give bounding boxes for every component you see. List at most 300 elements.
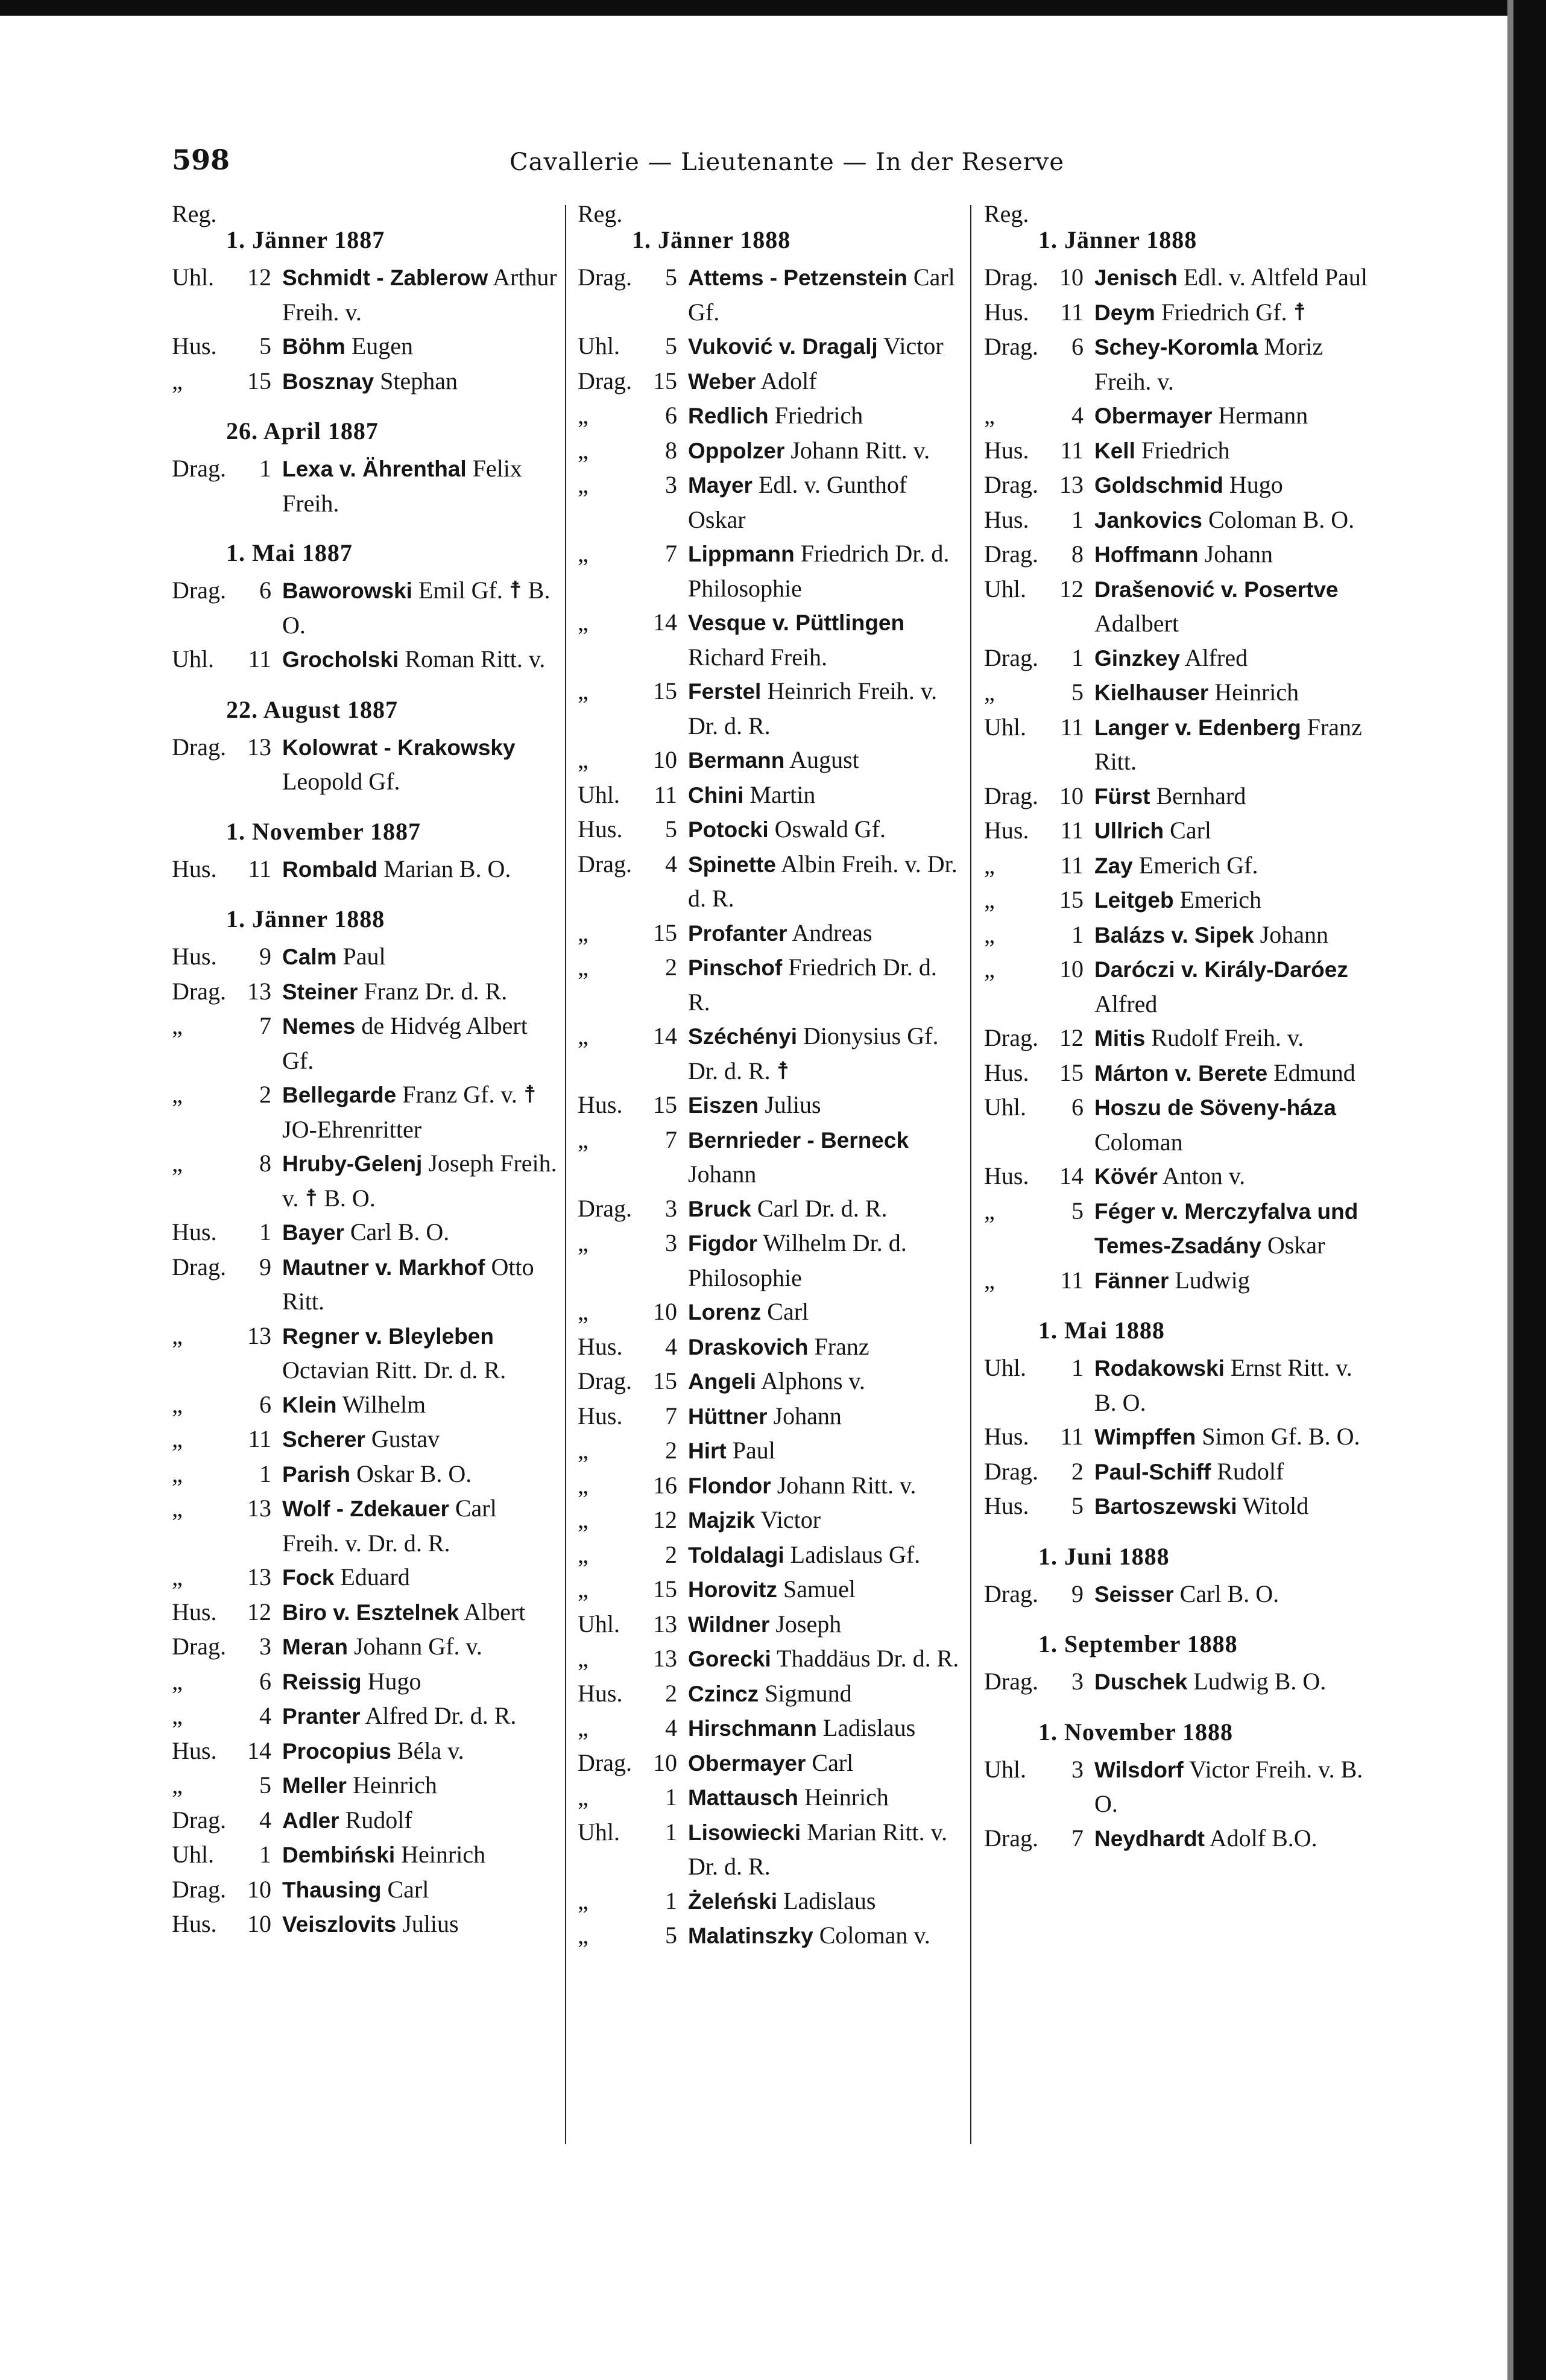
regiment-type: Hus. [578,1091,623,1118]
officer-text [282,1078,558,1147]
column-3 [984,200,1370,1856]
officer-entry [984,1194,1370,1264]
officer-entry [172,642,558,677]
officer-entry [578,468,964,537]
officer-text [282,1873,558,1908]
officer-surname: Lisowiecki [688,1820,801,1845]
regiment-type: Hus. [984,505,1029,533]
officer-details: Thaddäus Dr. d. R. [777,1645,959,1672]
officer-details: Heinrich [401,1841,486,1868]
officer-text [688,1469,964,1504]
officer-text [282,1457,558,1492]
officer-entry [578,1711,964,1746]
regiment-number: 5 [1071,1492,1084,1519]
officer-entry [578,1884,964,1919]
regiment-number: 14 [653,609,677,636]
officer-surname: Procopius [282,1738,391,1764]
officer-surname: Bosznay [282,369,374,394]
regiment-type: Drag. [984,1024,1038,1051]
officer-surname: Schey-Koromla [1094,335,1258,359]
regiment-number: 5 [665,1922,677,1949]
regiment-number: 11 [1060,851,1084,879]
officer-details: Emil Gf. ☨ B. O. [282,577,551,639]
officer-surname: Vesque v. Püttlingen [688,610,905,635]
regiment-number: 2 [665,1437,677,1464]
regiment-number: 4 [665,1714,677,1741]
officer-details: Coloman B. O. [1208,505,1355,533]
officer-text [688,1088,964,1123]
officer-text [282,261,558,329]
regiment-type: „ [172,367,183,394]
officer-surname: Böhm [282,334,345,359]
officer-text [1094,883,1370,918]
officer-details: Coloman v. [819,1922,930,1949]
regiment-number: 11 [248,1425,271,1452]
officer-surname: Jankovics [1094,507,1202,533]
officer-details: Alfred [1184,644,1248,671]
regiment-number: 4 [665,1332,677,1360]
officer-entry [172,1873,558,1908]
officer-details: Edl. v. Altfeld Paul [1183,264,1368,291]
officer-details: Victor Freih. v. B. O. [1094,1755,1363,1817]
officer-text [282,1630,558,1665]
officer-details: Heinrich [804,1783,889,1811]
officer-entry [578,1364,964,1399]
regiment-number: 5 [259,332,271,359]
officer-details: Marian Ritt. v. Dr. d. R. [688,1818,948,1880]
regiment-number: 15 [1059,886,1084,913]
regiment-number: 4 [259,1806,271,1834]
officer-details: Carl B. O. [350,1218,450,1245]
officer-details: Roman Ritt. v. [405,645,546,673]
regiment-number: 5 [665,264,677,291]
officer-surname: Oppolzer [688,438,785,463]
regiment-number: 11 [248,645,271,673]
officer-details: Carl [767,1298,809,1325]
officer-details: Gustav [371,1425,440,1452]
officer-surname: Fänner [1094,1268,1169,1293]
officer-text [282,1422,558,1457]
officer-details: Ludwig B. O. [1193,1668,1327,1695]
officer-surname: Rombald [282,856,378,882]
officer-entry [172,1907,558,1942]
regiment-number: 11 [1060,1423,1084,1450]
officer-text [282,329,558,364]
officer-surname: Jenisch [1094,265,1178,290]
officer-surname: Seisser [1094,1581,1174,1607]
officer-entry [578,1088,964,1123]
regiment-number: 13 [247,1321,271,1349]
officer-surname: Reissig [282,1669,362,1694]
officer-details: Martin [749,780,816,808]
officer-text [688,778,964,813]
scan-border-right [1513,0,1546,2380]
officer-entry [172,1560,558,1595]
officer-entry [984,641,1370,676]
regiment-type: Drag. [172,1806,226,1834]
officer-surname: Goldschmid [1094,473,1223,498]
officer-surname: Márton v. Berete [1094,1060,1268,1086]
regiment-type: „ [172,1563,183,1590]
officer-surname: Hirschmann [688,1716,817,1741]
officer-text [688,1780,964,1815]
officer-entry [578,537,964,606]
regiment-number: 12 [653,1506,677,1533]
column-1 [172,200,558,1942]
officer-text [1094,1420,1370,1455]
officer-entry [578,1192,964,1227]
officer-surname: Eiszen [688,1093,759,1118]
officer-entry [172,730,558,799]
regiment-number: 15 [653,1091,677,1118]
regiment-type: Hus. [984,1492,1029,1519]
regiment-type: Hus. [172,1218,217,1245]
regiment-type: Uhl. [172,1841,214,1868]
officer-text [1094,918,1370,953]
officer-surname: Wilsdorf [1094,1757,1184,1782]
regiment-type: „ [578,954,588,981]
scan-border-right-shadow [1507,0,1513,2380]
regiment-number: 11 [1060,1266,1084,1294]
officer-entry [172,1803,558,1838]
officer-details: Adolf B.O. [1209,1824,1317,1852]
regiment-number: 10 [1059,955,1084,983]
officer-entry [984,711,1370,779]
regiment-type: „ [172,1425,183,1452]
regiment-number: 5 [259,1771,271,1799]
officer-details: Hermann [1218,402,1308,429]
officer-entry [984,434,1370,469]
regiment-type: Uhl. [984,1755,1026,1783]
officer-surname: Profanter [688,920,787,946]
officer-surname: Féger v. Merczyfalva und Temes-Zsadány [1094,1198,1358,1258]
regiment-type: Drag. [984,333,1038,360]
regiment-number: 12 [1059,1024,1084,1051]
officer-text [282,1768,558,1803]
regiment-number: 11 [248,855,271,882]
regiment-type: „ [172,1771,183,1799]
regiment-type: Hus. [984,1059,1029,1086]
officer-surname: Mautner v. Markhof [282,1255,485,1280]
regiment-number: 11 [1060,436,1084,464]
officer-details: Franz Dr. d. R. [364,977,508,1005]
date-heading: 1. Jänner 1887 [226,226,385,253]
officer-surname: Figdor [688,1231,758,1256]
regiment-number: 10 [247,1875,271,1903]
regiment-type: Drag. [578,1367,632,1394]
officer-surname: Mitis [1094,1026,1146,1051]
regiment-type: Hus. [172,1736,217,1764]
officer-surname: Regner v. Bleyleben [282,1323,494,1349]
regiment-type: „ [578,609,588,636]
officer-surname: Calm [282,945,337,969]
officer-surname: Hruby-Gelenj [282,1151,423,1176]
officer-surname: Kolowrat - Krakowsky [282,735,516,760]
officer-text [1094,1455,1370,1490]
date-heading: 22. August 1887 [226,695,399,723]
officer-entry [984,1753,1370,1821]
regiment-type: Hus. [578,1332,623,1360]
officer-details: Alphons v. [760,1367,865,1394]
officer-text [688,329,964,364]
regiment-number: 4 [665,850,677,878]
date-heading: 1. Juni 1888 [1038,1542,1170,1570]
regiment-type: Hus. [172,332,217,359]
officer-details: Paul [342,943,386,970]
regiment-type: Uhl. [984,575,1026,603]
officer-details: Friedrich [1141,436,1230,464]
officer-entry [984,952,1370,1021]
officer-text [1094,676,1370,711]
regiment-number: 1 [259,455,271,482]
officer-text [1094,1577,1370,1612]
regiment-number: 15 [247,367,271,394]
officer-text [282,574,558,642]
officer-text [688,537,964,606]
regiment-type: „ [578,1125,588,1153]
regiment-type: Uhl. [984,713,1026,741]
regiment-type: Drag. [578,1194,632,1222]
officer-text [1094,952,1370,1021]
officer-surname: Ferstel [688,679,762,704]
officer-text [1094,1056,1370,1091]
page-number: 598 [172,144,230,176]
officer-details: de Hidvég Albert Gf. [282,1012,528,1074]
regiment-number: 1 [259,1460,271,1487]
regiment-number: 9 [259,1253,271,1280]
officer-text [1094,1090,1370,1159]
officer-surname: Flondor [688,1473,771,1498]
officer-entry [172,1595,558,1630]
regiment-number: 13 [653,1645,677,1672]
reg-column-header: Reg. [172,200,217,227]
regiment-number: 3 [665,1229,677,1256]
officer-details: Andreas [792,919,872,946]
regiment-number: 1 [665,1818,677,1846]
officer-text [688,434,964,469]
officer-details: Edl. v. Gunthof Oskar [688,471,907,533]
reg-column-header: Reg. [578,200,623,227]
regiment-type: Drag. [984,1668,1038,1695]
officer-entry [984,1577,1370,1612]
officer-surname: Daróczi v. Király-Daróez [1094,957,1348,982]
officer-text [282,1250,558,1319]
officer-entry [578,364,964,399]
regiment-type: Hus. [578,815,623,843]
officer-surname: Deym [1094,300,1155,325]
officer-details: Bernhard [1156,782,1246,809]
regiment-number: 15 [653,1367,677,1394]
regiment-number: 11 [1060,713,1084,741]
officer-entry [172,1009,558,1078]
officer-surname: Bayer [282,1220,344,1245]
officer-entry [984,1455,1370,1490]
reg-column-header: Reg. [984,200,1029,227]
officer-text [282,1319,558,1388]
regiment-type: Drag. [984,540,1038,568]
officer-text [1094,814,1370,849]
officer-details: Eduard [340,1563,410,1590]
officer-surname: Hirt [688,1438,727,1463]
officer-surname: Wolf - Zdekauer [282,1496,449,1521]
officer-details: Wilhelm [342,1390,426,1418]
officer-details: Adolf [760,367,817,394]
officer-entry [578,1469,964,1504]
regiment-type: „ [172,1460,183,1487]
officer-details: Béla v. [397,1736,464,1764]
officer-surname: Wildner [688,1612,770,1637]
regiment-number: 1 [665,1887,677,1914]
officer-text [688,1815,964,1884]
officer-surname: Obermayer [1094,404,1213,428]
regiment-type: „ [984,851,995,879]
officer-details: Joseph Freih. v. ☨ B. O. [282,1150,557,1212]
officer-surname: Meller [282,1773,347,1798]
officer-text [688,1399,964,1434]
officer-surname: Leitgeb [1094,888,1174,913]
officer-details: Friedrich Dr. d. R. [688,954,937,1016]
officer-details: Johann Ritt. v. [790,436,930,464]
officer-entry [172,975,558,1010]
officer-surname: Potocki [688,817,769,842]
officer-surname: Bernrieder - Berneck [688,1127,909,1153]
officer-text [688,916,964,951]
regiment-number: 10 [653,1298,677,1325]
officer-surname: Majzik [688,1508,756,1533]
regiment-type: „ [984,886,995,913]
officer-entry [172,852,558,887]
officer-details: Friedrich Dr. d. Philosophie [688,540,950,602]
officer-details: Adalbert [1094,610,1179,637]
officer-text [1094,399,1370,434]
officer-details: Rudolf Freih. v. [1151,1024,1304,1051]
officer-entry [172,1665,558,1700]
regiment-type: Uhl. [984,1354,1026,1381]
officer-text [688,1746,964,1781]
officer-text [688,468,964,537]
officer-text [688,1434,964,1469]
regiment-number: 16 [653,1471,677,1499]
regiment-number: 9 [1071,1580,1084,1607]
officer-surname: Steiner [282,979,358,1004]
regiment-number: 10 [653,746,677,773]
regiment-number: 1 [259,1841,271,1868]
officer-surname: Żeleński [688,1888,778,1914]
section-gap [984,1298,1370,1314]
officer-entry [172,1734,558,1769]
section-gap [172,887,558,902]
regiment-type: Hus. [578,1402,623,1429]
officer-details: Richard Freih. [688,643,828,671]
officer-surname: Scherer [282,1427,365,1452]
officer-text [1094,779,1370,814]
officer-surname: Attems - Petzenstein [688,265,907,290]
officer-entry [578,674,964,743]
regiment-type: Drag. [172,1875,226,1903]
officer-text [1094,1021,1370,1056]
officer-entry [578,1746,964,1781]
officer-text [688,847,964,916]
regiment-type: „ [172,1495,183,1522]
officer-entry [578,606,964,674]
officer-details: Otto Ritt. [282,1253,534,1315]
regiment-type: Hus. [984,1162,1029,1189]
officer-details: Rudolf [345,1806,412,1834]
officer-surname: Grocholski [282,647,399,672]
officer-text [688,1364,964,1399]
officer-text [688,1503,964,1538]
officer-surname: Draskovich [688,1334,809,1359]
officer-surname: Weber [688,369,756,394]
officer-entry [172,1838,558,1873]
column-2 [578,200,964,1954]
regiment-type: „ [172,1150,183,1177]
regiment-number: 1 [1071,1354,1084,1381]
officer-surname: Bartoszewski [1094,1494,1237,1519]
officer-entry [578,1642,964,1677]
regiment-number: 1 [259,1218,271,1245]
regiment-number: 2 [665,954,677,981]
officer-text [1094,1821,1370,1856]
officer-details: Leopold Gf. [282,768,400,795]
officer-text [1094,711,1370,779]
regiment-number: 13 [247,977,271,1005]
officer-text [282,364,558,399]
officer-surname: Langer v. Edenberg [1094,715,1301,740]
officer-surname: Wimpffen [1094,1425,1196,1449]
officer-entry [984,676,1370,711]
regiment-number: 11 [654,780,677,808]
officer-text [282,1560,558,1595]
officer-text [282,940,558,975]
officer-details: Johann [688,1160,757,1188]
officer-text [688,1019,964,1088]
officer-details: Sigmund [765,1679,852,1707]
officer-text [1094,537,1370,572]
officer-text [688,364,964,399]
officer-surname: Vuković v. Dragalj [688,334,878,359]
officer-surname: Drašenović v. Posertve [1094,577,1339,602]
regiment-type: „ [172,1702,183,1729]
regiment-type: „ [578,1887,588,1914]
officer-text [1094,1753,1370,1821]
officer-surname: Kielhauser [1094,680,1209,705]
regiment-type: Hus. [172,1910,217,1937]
officer-surname: Biro v. Esztelnek [282,1600,459,1625]
regiment-number: 12 [247,264,271,291]
officer-surname: Horovitz [688,1577,777,1602]
regiment-number: 6 [665,402,677,429]
regiment-type: „ [984,402,995,429]
regiment-number: 13 [247,733,271,761]
regiment-type: „ [172,1081,183,1108]
officer-text [282,1009,558,1078]
regiment-type: Uhl. [172,264,214,291]
officer-entry [578,1330,964,1365]
officer-text [282,1388,558,1423]
regiment-number: 14 [1059,1162,1084,1189]
regiment-number: 4 [259,1702,271,1729]
regiment-type: Drag. [984,644,1038,671]
officer-details: Julius [402,1910,459,1937]
officer-text [282,1699,558,1734]
officer-entry [172,1319,558,1388]
officer-surname: Kövér [1094,1164,1158,1189]
regiment-number: 3 [259,1633,271,1660]
regiment-type: Hus. [578,1679,623,1707]
officer-entry [172,1492,558,1560]
officer-entry [984,883,1370,918]
